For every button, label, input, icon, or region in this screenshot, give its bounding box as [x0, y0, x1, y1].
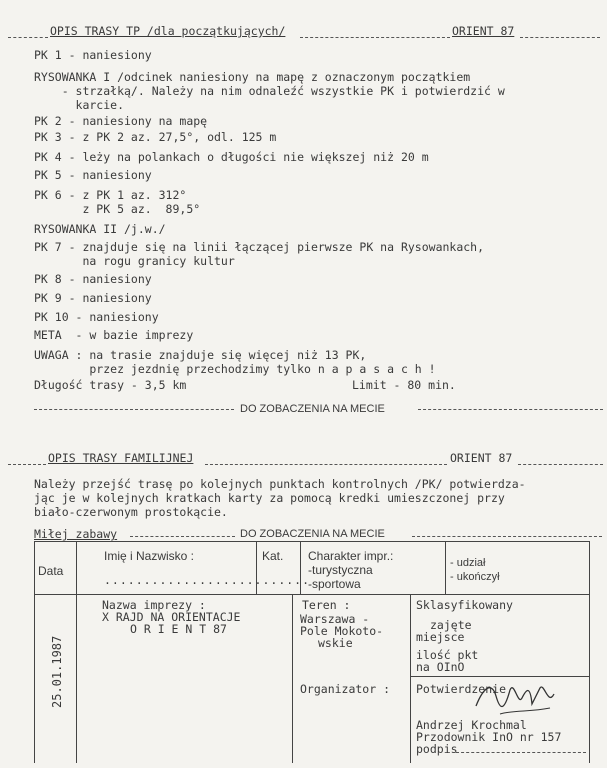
header-dash-left — [8, 37, 48, 38]
confirm: Potwierdzenie — [416, 682, 507, 696]
col-data: Data — [38, 564, 64, 578]
route-line: PK 10 - naniesiony — [34, 310, 159, 324]
teren-value-3: wskie — [318, 636, 353, 650]
route-line: PK 8 - naniesiony — [34, 272, 152, 286]
header-orient-1: ORIENT 87 — [452, 24, 515, 38]
col-char-1: Charakter impr.: — [308, 549, 394, 563]
route-line: przez jezdnię przechodzimy tylko n a p a s a c h ! — [34, 362, 436, 376]
route-line: PK 4 - leży na polankach o długości nie większej niż 20 m — [34, 150, 429, 164]
greeting-dash — [130, 536, 235, 537]
farewell-2: DO ZOBACZENIA NA MECIE — [240, 528, 385, 540]
route-line: RYSOWANKA I /odcinek naniesiony na mapę z oznaczonym początkiem — [34, 70, 471, 84]
signature-image — [470, 676, 560, 720]
route-line: karcie. — [34, 98, 125, 112]
col-char-3: -sportowa — [308, 577, 361, 591]
signature-dash — [456, 752, 586, 753]
header-title-2: OPIS TRASY FAMILIJNEJ — [48, 451, 194, 465]
event-name-2: O R I E N T 87 — [130, 622, 227, 636]
route-line: RYSOWANKA II /j.w./ — [34, 222, 166, 236]
col-name-dots: .......................... — [104, 573, 311, 587]
route-line: PK 9 - naniesiony — [34, 291, 152, 305]
header-orient-2: ORIENT 87 — [450, 451, 513, 465]
col-char-2: -turystyczna — [308, 563, 373, 577]
event-label: Nazwa imprezy : — [102, 598, 206, 612]
route-line: jąc je w kolejnych kratkach karty za pomocą kredki umieszczonej przy — [34, 491, 505, 505]
col-status-1: - udział — [450, 557, 486, 569]
points-2: na OInO — [416, 660, 465, 674]
route-line: META - w bazie imprezy — [34, 328, 194, 342]
time-limit: Limit - 80 min. — [352, 378, 456, 392]
col-name: Imię i Nazwisko : — [104, 549, 195, 563]
route-line: - strzałką/. Należy na nim odnaleźć wszystkie PK i potwierdzić w — [34, 84, 505, 98]
farewell-dash-left — [34, 409, 234, 410]
header2-dash-right — [518, 464, 603, 465]
farewell-1: DO ZOBACZENIA NA MECIE — [240, 403, 385, 415]
event-date: 25.01.1987 — [50, 635, 64, 708]
route-line: biało-czerwonym prostokącie. — [34, 505, 228, 519]
place-1: zajęte — [430, 618, 472, 632]
place-2: miejsce — [416, 630, 465, 644]
greeting: Miłej zabawy — [34, 527, 118, 541]
route-line: z PK 5 az. 89,5° — [34, 202, 201, 216]
header2-dash-mid — [205, 464, 447, 465]
organizer-label: Organizator : — [300, 682, 391, 696]
route-line: PK 2 - naniesiony na mapę — [34, 114, 208, 128]
route-line: Należy przejść trasę po kolejnych punktach kontrolnych /PK/ potwierdza- — [34, 477, 526, 491]
signer-title: Przodownik InO nr 157 — [416, 730, 562, 744]
route-line: PK 6 - z PK 1 az. 312° — [34, 188, 187, 202]
farewell2-dash — [412, 536, 602, 537]
farewell-dash-right — [418, 409, 603, 410]
classified: Sklasyfikowany — [416, 598, 513, 612]
signature-label: podpis — [416, 742, 458, 756]
header-dash-right — [520, 37, 600, 38]
header2-dash-left — [8, 464, 46, 465]
col-kat: Kat. — [262, 549, 284, 563]
route-line: PK 5 - naniesiony — [34, 168, 152, 182]
route-length: Długość trasy - 3,5 km — [34, 378, 187, 392]
route-line: na rogu granicy kultur — [34, 254, 235, 268]
route-line: PK 1 - naniesiony — [34, 48, 152, 62]
route-line: UWAGA : na trasie znajduje się więcej niż 13 PK, — [34, 348, 367, 362]
event-name-1: X RAJD NA ORIENTACJE — [102, 610, 241, 624]
teren-value-1: Warszawa - — [300, 612, 370, 626]
col-status-2: - ukończył — [450, 571, 500, 583]
route-line: PK 7 - znajduje się na linii łączącej pierwsze PK na Rysowankach, — [34, 240, 485, 254]
route-line: PK 3 - z PK 2 az. 27,5°, odl. 125 m — [34, 130, 277, 144]
teren-label: Teren : — [302, 598, 351, 612]
signer-name: Andrzej Krochmal — [416, 718, 527, 732]
points-1: ilość pkt — [416, 648, 479, 662]
header-title-1: OPIS TRASY TP /dla początkujących/ — [50, 24, 286, 38]
teren-value-2: Pole Mokoto- — [300, 624, 384, 638]
header-dash-mid — [300, 37, 450, 38]
